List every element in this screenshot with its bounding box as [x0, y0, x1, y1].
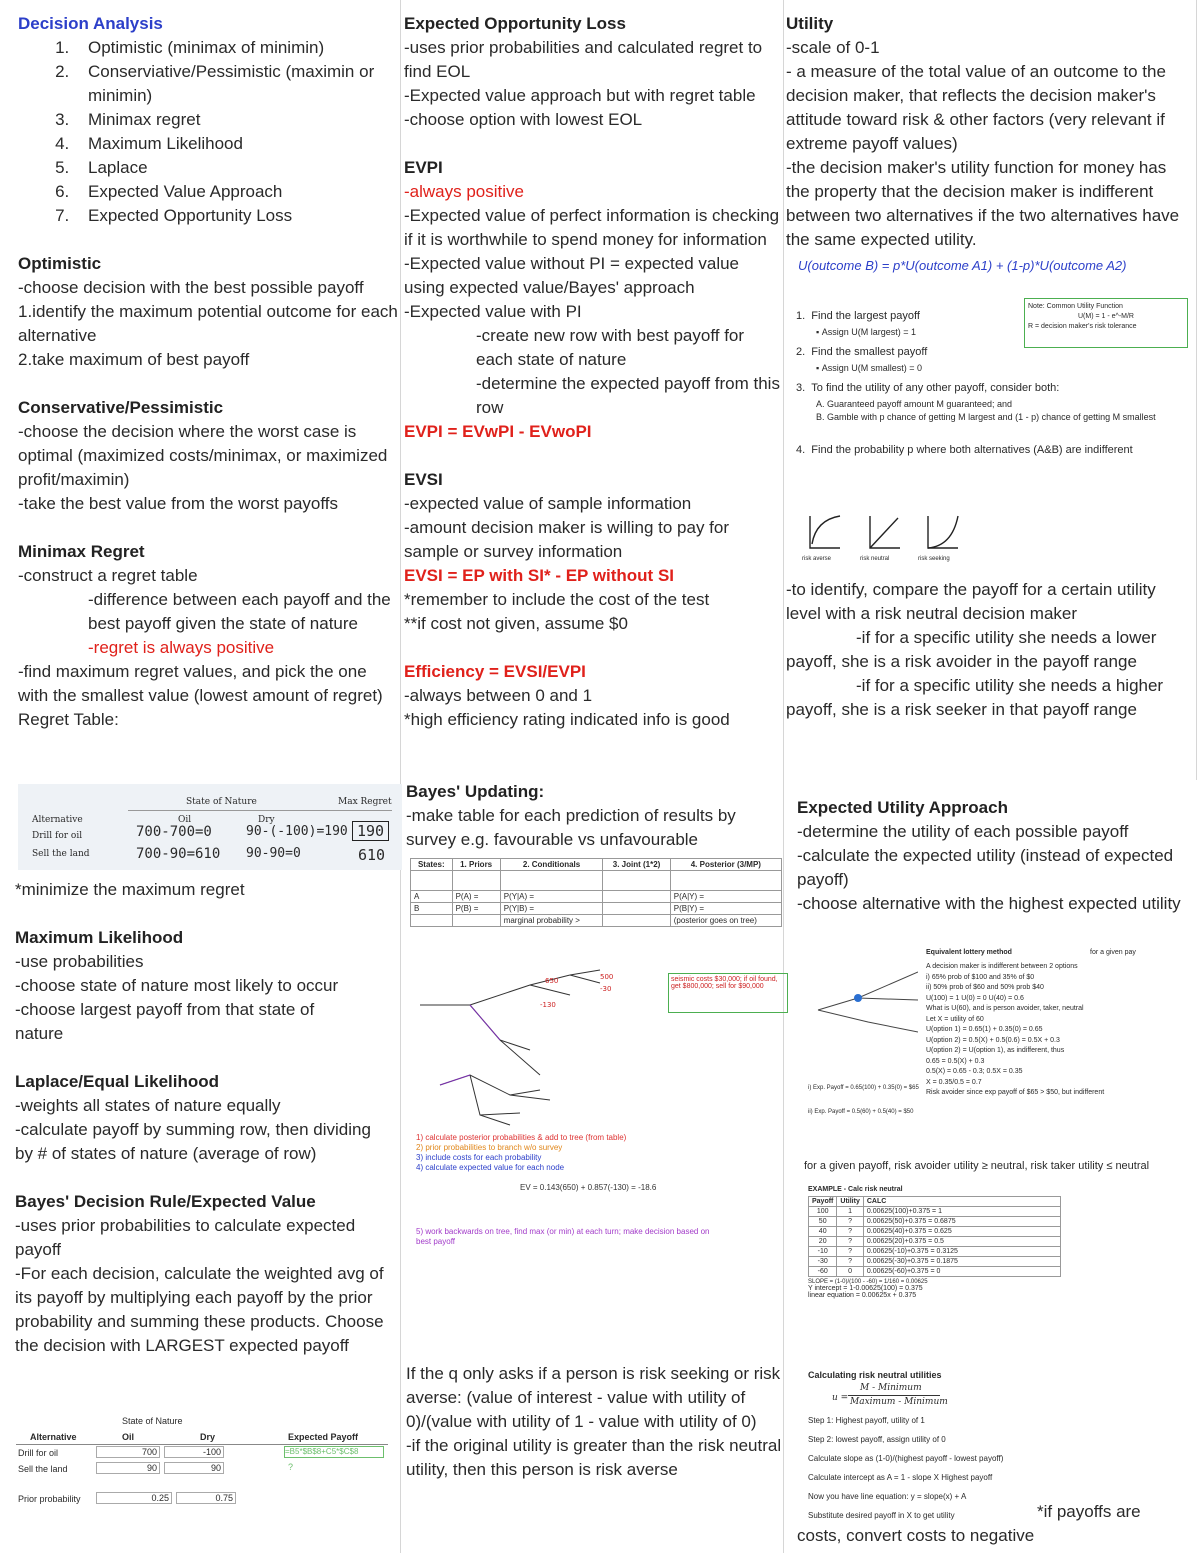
section-heading: Expected Utility Approach — [797, 798, 1008, 817]
highlight-line: -regret is always positive — [88, 638, 275, 657]
curve-label: risk neutral — [860, 556, 890, 562]
table-cell: 50 — [809, 1217, 837, 1227]
column-2-risk — [406, 1362, 784, 1482]
step-line: A. Guaranteed payoff amount M guaranteed; and — [816, 399, 1012, 409]
section-heading: Maximum Likelihood — [15, 928, 184, 947]
lottery-side: for a given pay — [1090, 949, 1136, 956]
text-line: -calculate payoff by summing row, then dividing by # of states of nature (average of row) — [15, 1120, 371, 1163]
lottery-line: 0.5(X) = 0.65 - 0.3; 0.5X = 0.35 — [926, 1068, 1023, 1075]
text-line: Regret Table: — [18, 710, 119, 729]
svg-text:650: 650 — [545, 977, 559, 985]
svg-text:500: 500 — [600, 973, 614, 981]
table-cell: 0.00625(-60)+0.375 = 0 — [863, 1267, 1060, 1277]
text-line: -choose largest payoff from that state of nature — [15, 1000, 315, 1043]
lottery-line: U(100) = 1 U(0) = 0 U(40) = 0.6 — [926, 994, 1024, 1002]
costs-note: *if payoffs are costs, convert costs to negative — [797, 1502, 1141, 1545]
calc-title: Calculating risk neutral utilities — [808, 1370, 942, 1380]
text-line: -Expected value of perfect information is checking if it is worthwhile to spend money for information — [404, 206, 780, 249]
regret-table — [18, 784, 402, 870]
column-2-bayes — [406, 780, 784, 852]
table-cell: P(A|Y) = — [670, 891, 781, 903]
tree-notes — [416, 1133, 776, 1173]
table-cell: -10 — [809, 1247, 837, 1257]
table-cell: 0.00625(-30)+0.375 = 0.1875 — [863, 1257, 1060, 1267]
utility-note-box — [1024, 298, 1188, 348]
lottery-lines — [926, 962, 1192, 1099]
exp-payoff-note: ii) Exp. Payoff = 0.5(60) + 0.5(40) = $50 — [808, 1109, 914, 1115]
curve-label: risk averse — [802, 556, 832, 562]
tree-note-line: 3) include costs for each probability — [416, 1153, 542, 1162]
note-line: R = decision maker's risk tolerance — [1028, 323, 1137, 330]
table-cell: 0.00625(100)+0.375 = 1 — [863, 1207, 1060, 1217]
text-line: -calculate the expected utility (instead of expected payoff) — [797, 846, 1174, 889]
table-cell: 700 — [96, 1446, 160, 1458]
table-cell: ? — [837, 1227, 863, 1237]
table-cell: 0.00625(50)+0.375 = 0.6875 — [863, 1217, 1060, 1227]
calc-step: Calculate intercept as A = 1 - slope X Highest payoff — [808, 1473, 993, 1482]
column-3 — [786, 12, 1186, 278]
step-line: ▪ Assign U(M smallest) = 0 — [816, 363, 922, 373]
text-line: **if cost not given, assume $0 — [404, 614, 628, 633]
table-row — [809, 1227, 1061, 1237]
utility-formula: U(outcome B) = p*U(outcome A1) + (1-p)*U(outcome A2) — [798, 258, 1127, 273]
column-divider — [1196, 0, 1197, 780]
intercept-line: Y intercept = 1-0.00625(100) = 0.375 — [808, 1285, 923, 1292]
table-cell: 90-90=0 — [246, 846, 301, 861]
backward-note: 5) work backwards on tree, find max (or min) at each turn; make decision based on best payoff — [416, 1227, 710, 1246]
table-header: States: — [411, 859, 453, 871]
curve-label: risk seeking — [918, 556, 950, 562]
text-line: -uses prior probabilities and calculated regret to find EOL — [404, 38, 763, 81]
section-heading: EVPI — [404, 158, 443, 177]
table-cell — [411, 915, 453, 927]
table-cell — [603, 891, 670, 903]
example-table — [808, 1196, 1061, 1277]
text-line: -Expected value without PI = expected value using expected value/Bayes' approach — [404, 254, 740, 297]
text-line: -determine the utility of each possible payoff — [797, 822, 1129, 841]
section-heading: Laplace/Equal Likelihood — [15, 1072, 220, 1091]
step-line: B. Gamble with p chance of getting M largest and (1 - p) chance of getting M smallest — [816, 412, 1156, 422]
table-rule — [128, 810, 392, 811]
table-cell — [603, 915, 670, 927]
table-row-label: Prior probability — [18, 1494, 81, 1504]
text-line: -always between 0 and 1 — [404, 686, 593, 705]
table-cell: (posterior goes on tree) — [670, 915, 781, 927]
calc-step: Calculate slope as (1-0)/(highest payoff - lowest payoff) — [808, 1454, 1004, 1463]
formula-line: Efficiency = EVSI/EVPI — [404, 662, 586, 681]
calc-step: Now you have line equation: y = slope(x) + A — [808, 1492, 967, 1501]
list-item: 7. Expected Opportunity Loss — [74, 204, 398, 228]
text-line: -expected value of sample information — [404, 494, 692, 513]
table-row — [809, 1217, 1061, 1227]
text-line: -uses prior probabilities to calculate expected payoff — [15, 1216, 356, 1259]
step-line: 2. Find the smallest payoff — [796, 346, 928, 358]
ev-table-alt: Alternative — [30, 1432, 77, 1442]
regret-table-col: Dry — [258, 815, 275, 825]
lottery-tree-diagram — [808, 960, 918, 1050]
table-header: 4. Posterior (3/MP) — [670, 859, 781, 871]
table-cell: ? — [288, 1462, 294, 1472]
text-line: -scale of 0-1 — [786, 38, 880, 57]
table-cell: -60 — [809, 1267, 837, 1277]
table-cell: P(B|Y) = — [670, 903, 781, 915]
ev-table-oil: Oil — [122, 1432, 135, 1442]
text-line: -choose the decision where the worst case is optimal (maximized costs/minimax, or maximized profit/maximin) — [18, 422, 388, 489]
lottery-line: X = 0.35/0.5 = 0.7 — [926, 1078, 982, 1086]
list-item: 2. Conserviative/Pessimistic (maximin or minimin) — [74, 60, 398, 108]
table-header: 3. Joint (1*2) — [603, 859, 670, 871]
column-1-lower — [15, 878, 395, 1358]
table-cell: P(Y|A) = — [500, 891, 603, 903]
svg-text:-130: -130 — [540, 1001, 556, 1009]
list-item: 3. Minimax regret — [74, 108, 398, 132]
text-line: If the q only asks if a person is risk seeking or risk averse: (value of interest - value with utility of 0)/(value with utility of 1 - value with utility of 0) — [406, 1364, 781, 1431]
section-heading: Bayes' Updating: — [406, 782, 545, 801]
section-heading: Bayes' Decision Rule/Expected Value — [15, 1192, 316, 1211]
lottery-line: A decision maker is indifferent between 2 options — [926, 963, 1078, 970]
lottery-line: Risk avoider since exp payoff of $65 > $50, but indifferent — [926, 1089, 1105, 1096]
regret-table-group: State of Nature — [186, 797, 257, 807]
page-title: Decision Analysis — [18, 14, 163, 33]
text-line: *minimize the maximum regret — [15, 880, 245, 899]
step-line: ▪ Assign U(M largest) = 1 — [816, 327, 916, 337]
column-3-eua — [797, 796, 1189, 916]
calc-step: Step 1: Highest payoff, utility of 1 — [808, 1416, 925, 1425]
exp-payoff-note: i) Exp. Payoff = 0.65(100) + 0.35(0) = $65 — [808, 1085, 919, 1091]
section-heading: Utility — [786, 14, 834, 33]
utility-curves-diagram — [790, 510, 990, 560]
table-cell: 0.75 — [176, 1492, 236, 1504]
table-cell: ? — [837, 1237, 863, 1247]
given-payoff-note: for a given payoff, risk avoider utility ≥ neutral, risk taker utility ≤ neutral — [804, 1160, 1150, 1172]
table-header: 1. Priors — [452, 859, 500, 871]
ev-table-group: State of Nature — [122, 1416, 183, 1426]
ev-table-dry: Dry — [200, 1432, 216, 1442]
table-row-label: Drill for oil — [32, 831, 83, 841]
text-line: -amount decision maker is willing to pay for sample or survey information — [404, 518, 730, 561]
lottery-line: ii) 50% prob of $60 and 50% prob $40 — [926, 984, 1044, 991]
table-cell-circled: 190 — [352, 821, 389, 841]
table-row — [809, 1257, 1061, 1267]
table-cell: 700-700=0 — [136, 824, 212, 840]
lottery-line: U(option 1) = 0.65(1) + 0.35(0) = 0.65 — [926, 1026, 1043, 1033]
text-line: 2.take maximum of best payoff — [18, 350, 250, 369]
column-1 — [18, 12, 398, 732]
text-line: -take the best value from the worst payoffs — [18, 494, 339, 513]
tree-note-line: 2) prior probabilities to branch w/o survey — [416, 1143, 563, 1152]
text-line: -choose option with lowest EOL — [404, 110, 643, 129]
decision-tree-sketch — [410, 965, 790, 1325]
column-divider — [400, 0, 401, 1553]
table-cell: 610 — [358, 846, 386, 864]
table-row-label: Drill for oil — [18, 1448, 59, 1458]
section-heading: EVSI — [404, 470, 443, 489]
table-cell: 700-90=610 — [136, 846, 221, 862]
step-line: 1. Find the largest payoff — [796, 310, 920, 322]
lottery-line: Let X = utility of 60 — [926, 1015, 984, 1023]
text-line: -create new row with best payoff for each state of nature — [476, 326, 745, 369]
chance-node — [854, 994, 862, 1002]
tree-note-line: 4) calculate expected value for each node — [416, 1163, 565, 1172]
table-cell: 90-(-100)=190 — [246, 824, 348, 839]
linear-line: linear equation = 0.00625x + 0.375 — [808, 1292, 917, 1299]
text-line: *remember to include the cost of the test — [404, 590, 710, 609]
list-item: 6. Expected Value Approach — [74, 180, 398, 204]
bayes-table — [410, 858, 782, 927]
table-cell: 40 — [809, 1227, 837, 1237]
text-line: -determine the expected payoff from this row — [476, 374, 780, 417]
calc-step: Substitute desired payoff in X to get utility — [808, 1511, 955, 1520]
lottery-line: What is U(60), and is person avoider, taker, neutral — [926, 1005, 1084, 1012]
table-row — [809, 1247, 1061, 1257]
formula-line: EVPI = EVwPI - EVwoPI — [404, 422, 592, 441]
section-heading: Conservative/Pessimistic — [18, 398, 224, 417]
example-table-block — [808, 1186, 1148, 1299]
table-cell — [603, 903, 670, 915]
table-header: Utility — [837, 1197, 863, 1207]
list-item: 4. Maximum Likelihood — [74, 132, 398, 156]
lottery-line: U(option 2) = U(option 1), as indifferent, thus — [926, 1047, 1065, 1054]
table-cell: -30 — [809, 1257, 837, 1267]
table-cell: 0.00625(20)+0.375 = 0.5 — [863, 1237, 1060, 1247]
text-line: - a measure of the total value of an outcome to the decision maker, that reflects the decision maker's attitude toward risk & other factors (very relevant if extreme payoff values) — [786, 62, 1166, 153]
text-line: -make table for each prediction of results by survey e.g. favourable vs unfavourable — [406, 806, 736, 849]
neutral-formula: u = M - Minimum Maximum - Minimum — [832, 1383, 948, 1407]
table-cell: P(Y|B) = — [500, 903, 603, 915]
list-item: 1. Optimistic (minimax of minimin) — [74, 36, 398, 60]
column-2 — [404, 12, 782, 732]
table-row-label: Sell the land — [32, 849, 90, 859]
text-line: 1.identify the maximum potential outcome for each alternative — [18, 302, 398, 345]
text-line: -choose alternative with the highest expected utility — [797, 894, 1181, 913]
table-row-label: Sell the land — [18, 1464, 68, 1474]
table-header: Payoff — [809, 1197, 837, 1207]
step-line: 3. To find the utility of any other payoff, consider both: — [796, 382, 1060, 394]
table-cell-formula: =B5*$B$8+C5*$C$8 — [284, 1446, 384, 1458]
table-cell: ? — [837, 1247, 863, 1257]
table-cell: 20 — [809, 1237, 837, 1247]
expected-value-table — [16, 1414, 390, 1510]
text-line: -use probabilities — [15, 952, 144, 971]
lottery-line: U(option 2) = 0.5(X) + 0.5(0.6) = 0.5X + 0.3 — [926, 1036, 1060, 1044]
utility-curves — [790, 510, 990, 570]
table-cell — [452, 915, 500, 927]
table-cell: 0.00625(40)+0.375 = 0.625 — [863, 1227, 1060, 1237]
text-line: -weights all states of nature equally — [15, 1096, 281, 1115]
svg-text:-30: -30 — [600, 985, 612, 993]
text-line: -if for a specific utility she needs a lower payoff, she is a risk avoider in the payoff range — [786, 628, 1157, 671]
text-line: -choose state of nature most likely to occur — [15, 976, 339, 995]
note-line: U(M) = 1 - e^-M/R — [1078, 313, 1134, 320]
ev-table-exp: Expected Payoff — [288, 1432, 359, 1442]
section-heading: Minimax Regret — [18, 542, 145, 561]
text-line: *high efficiency rating indicated info is good — [404, 710, 730, 729]
text-line: -Expected value with PI — [404, 302, 582, 321]
text-line: -find maximum regret values, and pick the one with the smallest value (lowest amount of regret) — [18, 662, 383, 705]
table-header: CALC — [863, 1197, 1060, 1207]
lottery-line: 0.65 = 0.5(X) + 0.3 — [926, 1057, 985, 1065]
text-line: -to identify, compare the payoff for a certain utility level with a risk neutral decision maker — [786, 580, 1156, 623]
step-line: 4. Find the probability p where both alternatives (A&B) are indifferent — [796, 444, 1133, 456]
lottery-line: i) 65% prob of $100 and 35% of $0 — [926, 973, 1035, 981]
regret-table-max-header: Max Regret — [338, 797, 392, 807]
note-line: Note: Common Utility Function — [1028, 303, 1123, 310]
table-cell: P(B) = — [452, 903, 500, 915]
table-cell: A — [411, 891, 453, 903]
table-cell: -100 — [164, 1446, 224, 1458]
section-heading: Expected Opportunity Loss — [404, 14, 626, 33]
table-cell: 0 — [837, 1267, 863, 1277]
tree-note-line: 1) calculate posterior probabilities & add to tree (from table) — [416, 1133, 627, 1142]
section-heading: Optimistic — [18, 254, 102, 273]
cost-note-box: seismic costs $30,000; if oil found, get $800,000; sell for $90,000 — [668, 973, 788, 1013]
tree-formula: EV = 0.143(650) + 0.857(-130) = -18.6 — [520, 1183, 657, 1192]
example-title: EXAMPLE - Calc risk neutral — [808, 1186, 903, 1193]
table-rule — [16, 1444, 388, 1445]
table-row — [809, 1207, 1061, 1217]
column-3-compare — [786, 578, 1186, 722]
list-item: 5. Laplace — [74, 156, 398, 180]
table-cell: 0.25 — [96, 1492, 172, 1504]
table-cell: 90 — [164, 1462, 224, 1474]
regret-table-alt-header: Alternative — [32, 815, 83, 825]
calc-step: Step 2: lowest payoff, assign utility of 0 — [808, 1435, 946, 1444]
equivalent-lottery — [808, 948, 1192, 1148]
text-line: -construct a regret table — [18, 566, 198, 585]
table-cell: 1 — [837, 1207, 863, 1217]
text-line: -if for a specific utility she needs a higher payoff, she is a risk seeker in that payoff range — [786, 676, 1164, 719]
table-cell: ? — [837, 1257, 863, 1267]
table-row — [809, 1237, 1061, 1247]
table-cell: P(A) = — [452, 891, 500, 903]
table-cell: B — [411, 903, 453, 915]
text-line: -difference between each payoff and the best payoff given the state of nature — [88, 590, 391, 633]
table-header: 2. Conditionals — [500, 859, 603, 871]
text-line: -Expected value approach but with regret table — [404, 86, 756, 105]
table-cell: 100 — [809, 1207, 837, 1217]
methods-list — [18, 36, 398, 228]
regret-table-col: Oil — [178, 815, 192, 825]
table-cell: 90 — [96, 1462, 160, 1474]
text-line: -For each decision, calculate the weighted avg of its payoff by multiplying each payoff by the prior probability and summing these products. Choose the decision with LARGEST expected payoff — [15, 1264, 384, 1355]
slope-line: SLOPE = (1-0)/(100 - -60) = 1/160 = 0.00625 — [808, 1279, 928, 1285]
table-cell: ? — [837, 1217, 863, 1227]
text-line: -the decision maker's utility function for money has the property that the decision maker is indifferent between two alternatives if the two alternatives have the same expected utility. — [786, 158, 1180, 249]
table-cell: marginal probability > — [500, 915, 603, 927]
lottery-title: Equivalent lottery method — [926, 949, 1012, 956]
table-cell: 0.00625(-10)+0.375 = 0.3125 — [863, 1247, 1060, 1257]
text-line: -choose decision with the best possible payoff — [18, 278, 364, 297]
text-line: -if the original utility is greater than the risk neutral utility, then this person is risk averse — [406, 1436, 782, 1479]
formula-line: EVSI = EP with SI* - EP without SI — [404, 566, 675, 585]
table-row — [809, 1267, 1061, 1277]
highlight-line: -always positive — [404, 182, 524, 201]
